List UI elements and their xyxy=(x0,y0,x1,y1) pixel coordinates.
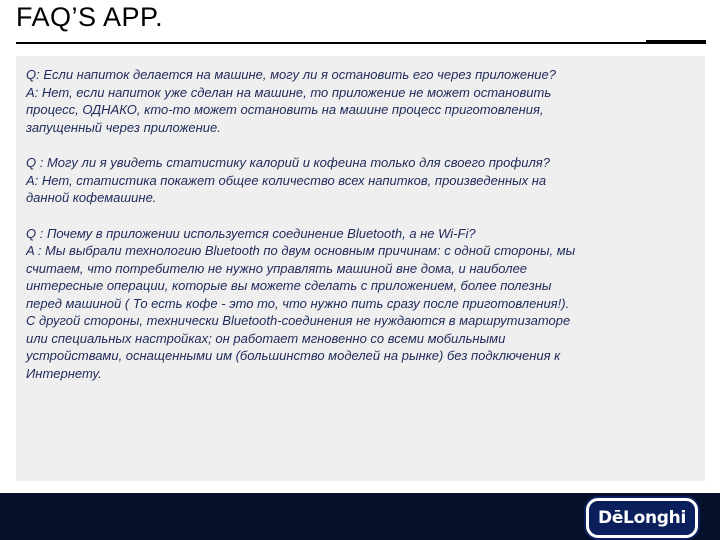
faq-answer-line: интересные операции, которые вы можете сделать с приложением, более полезны xyxy=(26,278,552,293)
delonghi-logo xyxy=(586,498,698,538)
faq-answer-line: считаем, что потребителю не нужно управлять машиной вне дома, и наиболее xyxy=(26,260,528,276)
faq-content-box xyxy=(16,56,705,481)
faq-answer-line: С другой стороны, технически Bluetooth-соединения не нуждаются в маршрутизаторе xyxy=(26,313,571,328)
faq-answer-line: процесс, ОДНАКО, кто-то может остановить на машине процесс приготовления, xyxy=(26,102,544,117)
faq-item-bluetooth xyxy=(26,225,695,383)
title-divider xyxy=(16,42,706,44)
faq-question: Q: Если напиток делается на машине, могу ли я остановить его через приложение? xyxy=(26,67,556,82)
faq-question: Q : Почему в приложении используется соединение Bluetooth, а не Wi-Fi? xyxy=(26,225,476,241)
faq-answer-line: перед машиной ( То есть кофе - это то, что нужно пить сразу после приготовления!). xyxy=(26,295,570,311)
faq-answer-line: запущенный через приложение. xyxy=(26,119,221,135)
faq-answer-line: данной кофемашине. xyxy=(26,190,157,205)
faq-item-stop-drink xyxy=(26,66,695,136)
faq-answer-line: A: Нет, статистика покажет общее количество всех напитков, произведенных на xyxy=(26,172,547,188)
faq-answer-line: A: Нет, если напиток уже сделан на машине, то приложение не может остановить xyxy=(26,84,552,100)
faq-item-statistics xyxy=(26,154,695,207)
logo-text: DēLonghi xyxy=(598,508,686,528)
faq-answer-line: или специальных настройках; он работает мгновенно со всеми мобильными xyxy=(26,330,506,346)
faq-question: Q : Могу ли я увидеть статистику калорий и кофеина только для своего профиля? xyxy=(26,155,550,170)
title-divider-accent xyxy=(646,40,706,44)
faq-answer-line: устройствами, оснащенными им (большинство моделей на рынке) без подключения к xyxy=(26,348,561,363)
faq-answer-line: A : Мы выбрали технологию Bluetooth по двум основным причинам: с одной стороны, мы xyxy=(26,243,576,258)
faq-answer-line: Интернету. xyxy=(26,365,102,381)
page-title: FAQ’S APP. xyxy=(16,2,164,32)
